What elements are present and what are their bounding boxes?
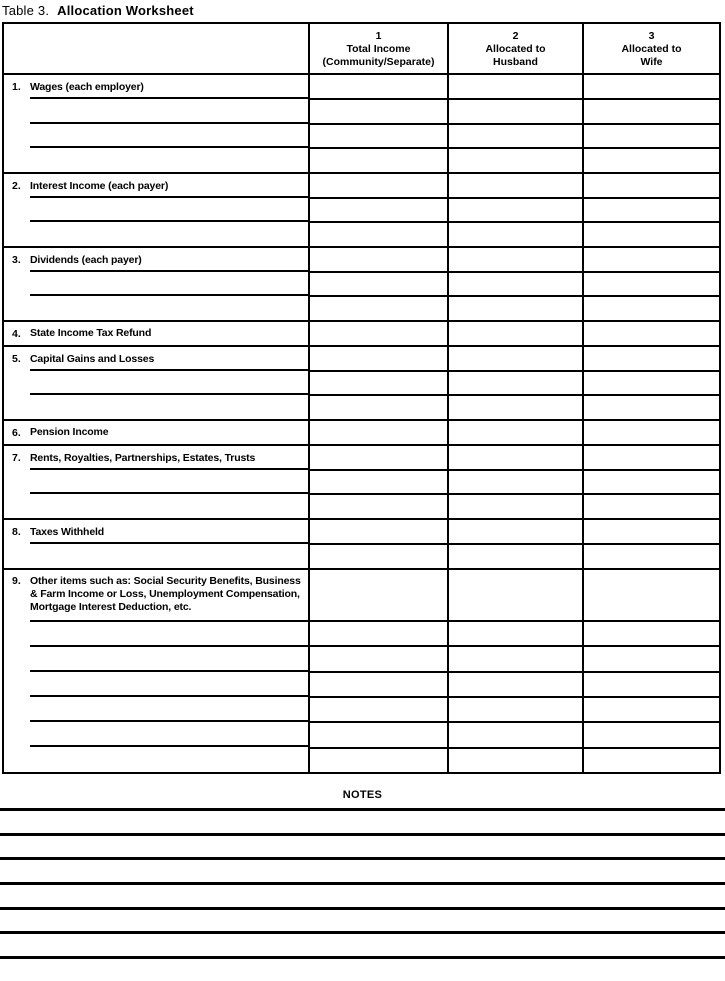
amount-cell <box>449 223 582 246</box>
amount-cell <box>449 273 582 298</box>
amount-cell <box>310 545 447 568</box>
amount-cell <box>584 248 719 273</box>
notes-ruled-line <box>0 882 725 885</box>
amount-cell <box>310 647 447 672</box>
amount-cell <box>584 749 719 772</box>
amount-cell <box>310 100 447 125</box>
amount-cell <box>310 446 447 471</box>
amount-column-wife <box>584 570 719 772</box>
item-label-row <box>4 174 308 198</box>
writein-line <box>4 222 308 246</box>
header-col-husband <box>449 24 584 73</box>
amount-cell <box>449 100 582 125</box>
writein-line <box>4 124 308 148</box>
amount-cell <box>310 174 447 199</box>
item-number: 6. <box>12 426 21 439</box>
item-number: 2. <box>12 180 21 192</box>
amount-cell <box>584 545 719 568</box>
amount-cell <box>449 149 582 172</box>
amount-column-total <box>310 446 449 518</box>
amount-column-wife <box>584 347 719 419</box>
amount-cell <box>584 347 719 372</box>
header-spacer-cell <box>4 24 310 73</box>
header-col-number: 2 <box>512 30 519 42</box>
page-title <box>2 3 194 18</box>
section-taxes-withheld <box>4 520 719 570</box>
amount-cell <box>310 248 447 273</box>
item-label: Pension Income <box>30 426 109 438</box>
amount-cell <box>449 322 582 345</box>
amount-cell <box>584 495 719 518</box>
notes-ruled-line <box>0 808 725 811</box>
label-column <box>4 248 310 320</box>
section-pension-income <box>4 421 719 446</box>
item-label-row <box>4 75 308 99</box>
amount-cell <box>584 100 719 125</box>
label-column <box>4 570 310 772</box>
amount-cell <box>584 223 719 246</box>
amount-cell <box>449 698 582 723</box>
amount-column-total <box>310 421 449 444</box>
amount-cell <box>449 199 582 224</box>
amount-cell <box>584 297 719 320</box>
amount-cell <box>584 698 719 723</box>
amount-cell <box>449 421 582 444</box>
header-col-line2: Husband <box>493 56 538 68</box>
amount-column-total <box>310 174 449 246</box>
header-col-line1: Allocated to <box>485 43 546 55</box>
writein-line <box>4 296 308 320</box>
amount-cell <box>584 421 719 444</box>
amount-cell <box>310 622 447 647</box>
amount-column-husband <box>449 520 584 568</box>
amount-cell <box>449 520 582 545</box>
writein-line <box>4 722 308 747</box>
writein-line <box>4 622 308 647</box>
item-label-row <box>4 520 308 544</box>
amount-cell <box>449 673 582 698</box>
amount-column-wife <box>584 520 719 568</box>
amount-column-total <box>310 570 449 772</box>
amount-cell <box>584 570 719 622</box>
amount-column-total <box>310 347 449 419</box>
label-column <box>4 347 310 419</box>
amount-cell <box>584 372 719 397</box>
writein-line <box>4 672 308 697</box>
amount-cell <box>310 698 447 723</box>
amount-cell <box>310 723 447 748</box>
amount-cell <box>449 647 582 672</box>
amount-column-husband <box>449 570 584 772</box>
section-state-tax-refund <box>4 322 719 347</box>
item-label: Taxes Withheld <box>30 525 105 538</box>
amount-cell <box>449 248 582 273</box>
writein-line <box>4 470 308 494</box>
amount-cell <box>310 149 447 172</box>
amount-column-husband <box>449 75 584 172</box>
amount-cell <box>449 622 582 647</box>
writein-line <box>4 747 308 772</box>
amount-cell <box>584 149 719 172</box>
header-col-wife <box>584 24 719 73</box>
amount-cell <box>449 749 582 772</box>
amount-column-husband <box>449 421 584 444</box>
item-label: Capital Gains and Losses <box>30 352 155 365</box>
amount-cell <box>584 723 719 748</box>
amount-cell <box>584 199 719 224</box>
header-col-line2: Wife <box>640 56 663 68</box>
notes-ruled-line <box>0 833 725 836</box>
notes-heading: NOTES <box>342 789 383 801</box>
amount-column-wife <box>584 248 719 320</box>
label-column <box>4 75 310 172</box>
section-rents-royalties <box>4 446 719 520</box>
amount-column-husband <box>449 446 584 518</box>
notes-ruled-line <box>0 907 725 910</box>
amount-column-husband <box>449 322 584 345</box>
amount-cell <box>584 471 719 496</box>
item-number: 8. <box>12 526 21 538</box>
amount-column-husband <box>449 248 584 320</box>
amount-cell <box>310 372 447 397</box>
section-interest-income <box>4 174 719 248</box>
amount-column-husband <box>449 174 584 246</box>
amount-cell <box>310 570 447 622</box>
header-col-total-income <box>310 24 449 73</box>
amount-cell <box>310 396 447 419</box>
item-label-row <box>4 248 308 272</box>
item-number: 7. <box>12 452 21 464</box>
item-label-row <box>4 570 308 622</box>
section-wages <box>4 75 719 174</box>
item-label: State Income Tax Refund <box>30 327 152 339</box>
amount-cell <box>449 396 582 419</box>
amount-cell <box>449 570 582 622</box>
amount-cell <box>310 749 447 772</box>
notes-ruled-line <box>0 931 725 934</box>
amount-cell <box>449 471 582 496</box>
notes-ruled-line <box>0 857 725 860</box>
amount-cell <box>310 347 447 372</box>
item-label: Dividends (each payer) <box>30 253 142 266</box>
label-column <box>4 174 310 246</box>
amount-cell <box>449 372 582 397</box>
amount-cell <box>310 673 447 698</box>
amount-column-total <box>310 75 449 172</box>
amount-cell <box>310 297 447 320</box>
writein-line <box>4 697 308 722</box>
amount-cell <box>584 673 719 698</box>
amount-column-total <box>310 248 449 320</box>
label-column <box>4 322 310 345</box>
writein-line <box>4 371 308 395</box>
amount-cell <box>449 297 582 320</box>
header-col-number: 3 <box>648 30 655 42</box>
amount-cell <box>310 322 447 345</box>
label-column <box>4 421 310 444</box>
item-label: Interest Income (each payer) <box>30 179 169 192</box>
amount-cell <box>449 347 582 372</box>
allocation-table <box>2 22 721 774</box>
amount-cell <box>584 125 719 150</box>
item-number: 5. <box>12 353 21 365</box>
notes-section <box>0 808 725 981</box>
item-label: Wages (each employer) <box>30 80 144 93</box>
writein-line <box>4 647 308 672</box>
title-prefix: Table 3. <box>2 3 50 18</box>
amount-cell <box>584 396 719 419</box>
amount-cell <box>584 622 719 647</box>
section-dividends <box>4 248 719 322</box>
amount-cell <box>584 446 719 471</box>
amount-cell <box>310 421 447 444</box>
header-col-line1: Allocated to <box>621 43 682 55</box>
amount-cell <box>584 273 719 298</box>
amount-column-wife <box>584 75 719 172</box>
header-col-line2: (Community/Separate) <box>322 56 435 68</box>
header-col-number: 1 <box>375 30 382 42</box>
item-number: 9. <box>12 575 21 587</box>
amount-cell <box>449 125 582 150</box>
amount-cell <box>310 75 447 100</box>
amount-cell <box>449 545 582 568</box>
amount-cell <box>584 75 719 100</box>
amount-column-husband <box>449 347 584 419</box>
amount-cell <box>584 322 719 345</box>
title-main: Allocation Worksheet <box>57 3 194 18</box>
item-number: 1. <box>12 81 21 94</box>
writein-line <box>4 544 308 568</box>
writein-line <box>4 272 308 296</box>
notes-ruled-line <box>0 956 725 959</box>
item-label-row <box>4 421 308 444</box>
amount-cell <box>310 125 447 150</box>
amount-cell <box>449 174 582 199</box>
amount-cell <box>449 495 582 518</box>
amount-cell <box>310 223 447 246</box>
amount-cell <box>584 647 719 672</box>
item-label-row <box>4 347 308 371</box>
label-column <box>4 446 310 518</box>
section-capital-gains <box>4 347 719 421</box>
item-label: Other items such as: Social Security Benefits, Business & Farm Income or Loss, Unemployment Compensation, Mortgage Interest Deduction, etc. <box>30 575 301 613</box>
item-label-row <box>4 446 308 470</box>
amount-cell <box>584 174 719 199</box>
writein-line <box>4 148 308 172</box>
writein-line <box>4 494 308 518</box>
amount-cell <box>449 723 582 748</box>
amount-cell <box>310 273 447 298</box>
amount-column-wife <box>584 446 719 518</box>
amount-cell <box>310 520 447 545</box>
amount-cell <box>449 446 582 471</box>
amount-column-total <box>310 322 449 345</box>
item-label-row <box>4 322 308 345</box>
writein-line <box>4 395 308 419</box>
item-number: 4. <box>12 327 21 340</box>
writein-line <box>4 99 308 123</box>
amount-column-wife <box>584 421 719 444</box>
amount-cell <box>310 495 447 518</box>
amount-column-wife <box>584 174 719 246</box>
item-number: 3. <box>12 254 21 266</box>
amount-cell <box>584 520 719 545</box>
label-column <box>4 520 310 568</box>
item-label: Rents, Royalties, Partnerships, Estates, Trusts <box>30 451 256 464</box>
amount-column-total <box>310 520 449 568</box>
amount-cell <box>449 75 582 100</box>
writein-line <box>4 198 308 222</box>
amount-cell <box>310 199 447 224</box>
amount-cell <box>310 471 447 496</box>
section-other-items <box>4 570 719 772</box>
table-header-row <box>4 24 719 75</box>
amount-column-wife <box>584 322 719 345</box>
header-col-line1: Total Income <box>346 43 411 55</box>
